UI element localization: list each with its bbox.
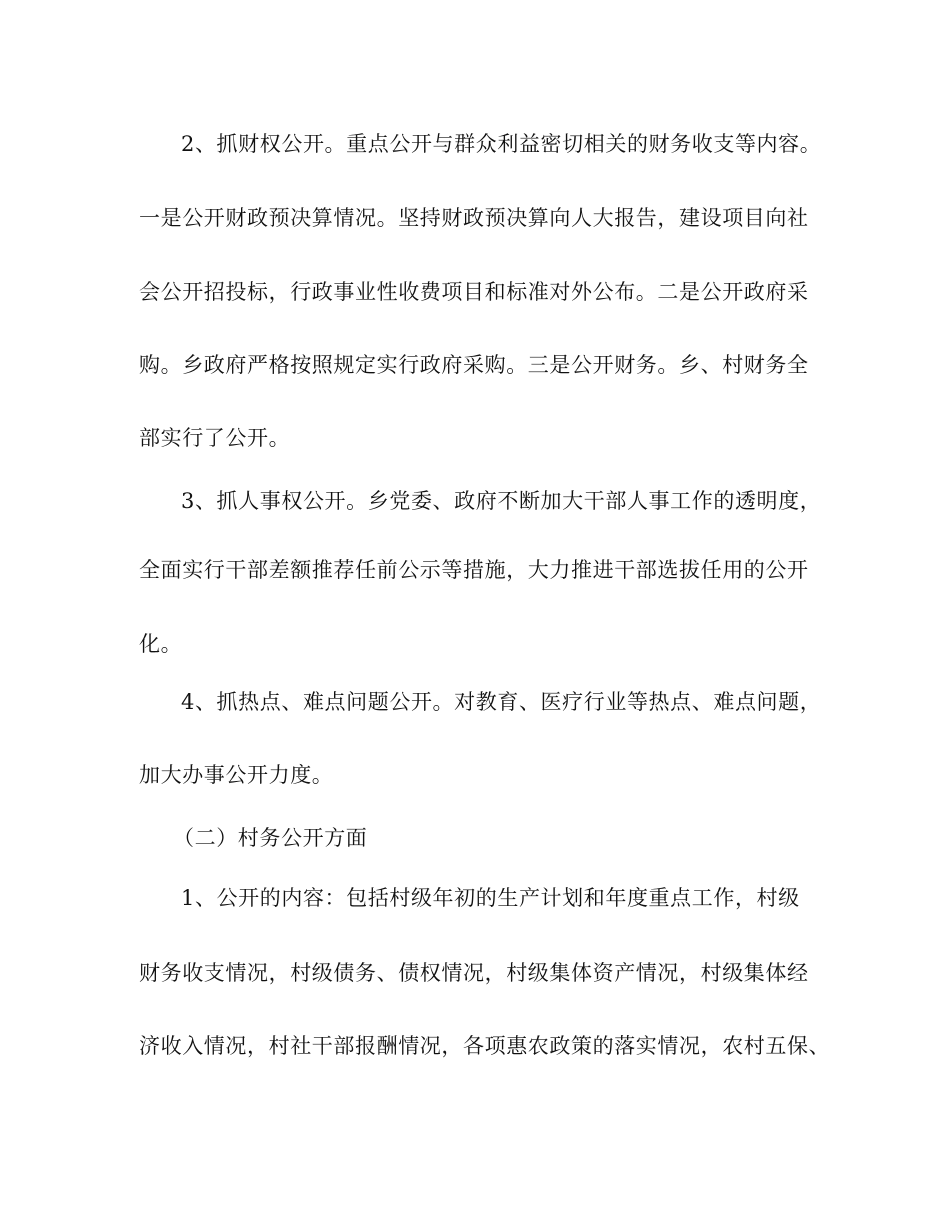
paragraph-line: 全面实行干部差额推荐任前公示等措施，大力推进干部选拔任用的公开: [139, 558, 809, 582]
paragraph-line: 济收入情况，村社干部报酬情况，各项惠农政策的落实情况，农村五保、: [139, 1034, 831, 1058]
paragraph-line: 化。: [139, 632, 183, 656]
paragraph-line: 部实行了公开。: [139, 426, 291, 450]
paragraph-line: 一是公开财政预决算情况。坚持财政预决算向人大报告，建设项目向社: [139, 206, 809, 230]
paragraph-line: 会公开招投标，行政事业性收费项目和标准对外公布。二是公开政府采: [139, 280, 809, 304]
paragraph-line: 2、抓财权公开。重点公开与群众利益密切相关的财务收支等内容。: [181, 132, 822, 156]
paragraph-line: 1、公开的内容：包括村级年初的生产计划和年度重点工作，村级: [181, 886, 800, 910]
paragraph-line: 财务收支情况，村级债务、债权情况，村级集体资产情况，村级集体经: [139, 961, 809, 985]
paragraph-line: 购。乡政府严格按照规定实行政府采购。三是公开财务。乡、村财务全: [139, 353, 809, 377]
paragraph-line: 3、抓人事权公开。乡党委、政府不断加大干部人事工作的透明度，: [181, 489, 822, 513]
paragraph-line: 加大办事公开力度。: [139, 763, 334, 787]
paragraph-line: 4、抓热点、难点问题公开。对教育、医疗行业等热点、难点问题，: [181, 690, 822, 714]
section-heading: （二）村务公开方面: [173, 826, 368, 850]
